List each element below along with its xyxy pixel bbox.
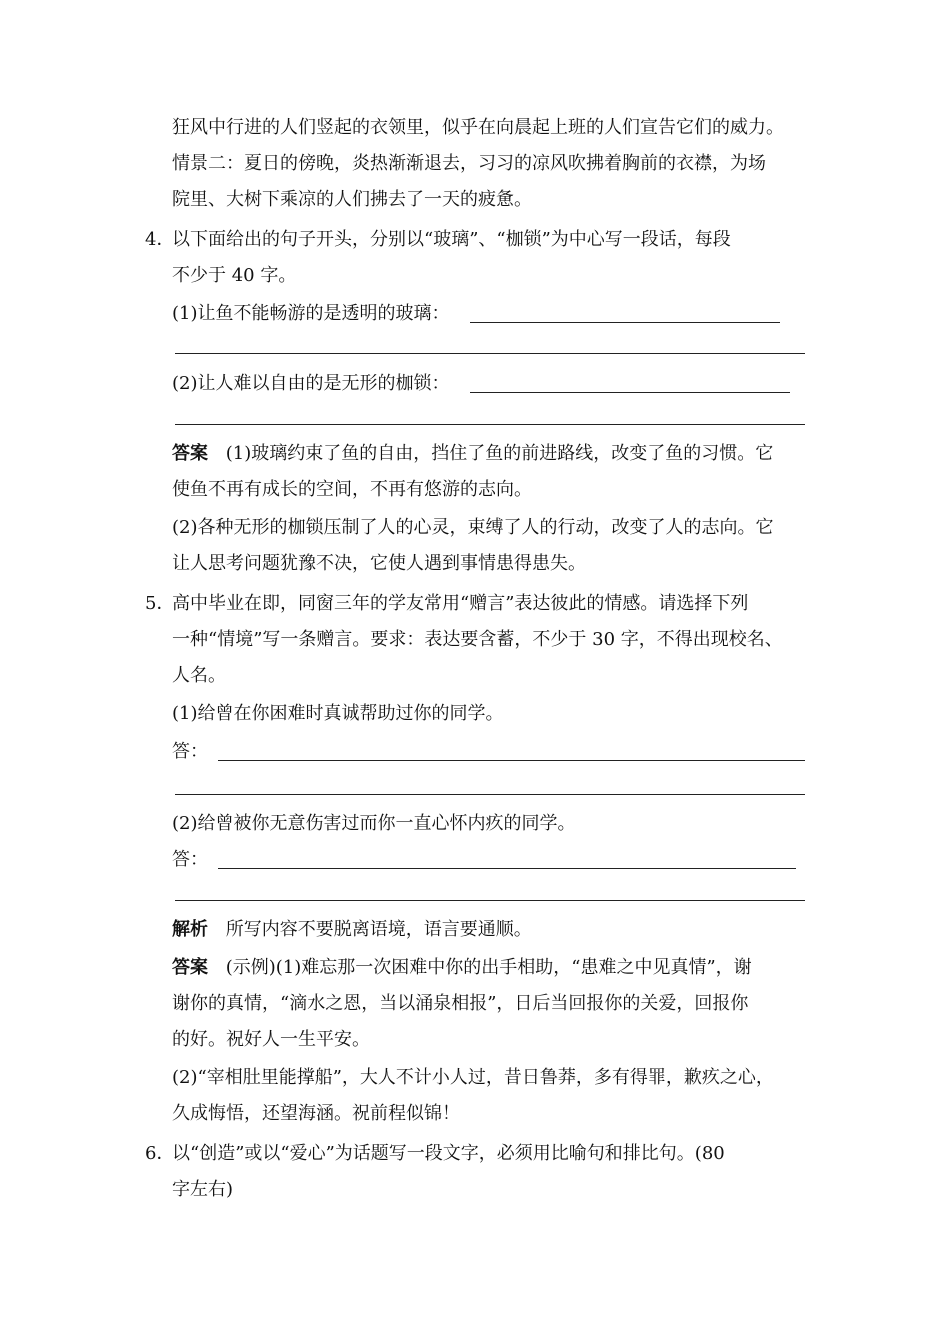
answer-text: 久成悔悟，还望海涵。祝前程似锦！ bbox=[172, 1103, 460, 1124]
answer-text: (2)“宰相肚里能撑船”，大人不计小人过，昔日鲁莽，多有得罪，歉疚之心， bbox=[172, 1067, 774, 1088]
answer-text: 谢你的真情，“滴水之恩，当以涌泉相报”，日后当回报你的关爱，回报你 bbox=[172, 993, 749, 1014]
question-text: 字左右) bbox=[172, 1179, 234, 1200]
answer-prompt: 答： bbox=[172, 849, 208, 870]
question-number: 5． bbox=[145, 593, 175, 614]
question-text: 以“创造”或以“爱心”为话题写一段文字，必须用比喻句和排比句。(80 bbox=[172, 1143, 725, 1164]
passage-line: 情景二：夏日的傍晚，炎热渐渐退去，习习的凉风吹拂着胸前的衣襟，为场 bbox=[172, 153, 766, 174]
passage-line: 狂风中行进的人们竖起的衣领里，似乎在向晨起上班的人们宣告它们的威力。 bbox=[172, 117, 784, 138]
passage-line: 院里、大树下乘凉的人们拂去了一天的疲惫。 bbox=[172, 189, 532, 210]
sub-question-1: (1)让鱼不能畅游的是透明的玻璃： bbox=[172, 303, 450, 324]
answer-blank[interactable] bbox=[175, 900, 805, 901]
answer-line bbox=[172, 956, 752, 980]
analysis-text: 所写内容不要脱离语境，语言要通顺。 bbox=[225, 919, 532, 940]
answer-text: (示例)(1)难忘那一次困难中你的出手相助，“患难之中见真情”，谢 bbox=[225, 957, 752, 978]
answer-text: 让人思考问题犹豫不决，它使人遇到事情患得患失。 bbox=[172, 553, 586, 574]
question-number: 6． bbox=[145, 1143, 175, 1164]
question-text: 一种“情境”写一条赠言。要求：表达要含蓄，不少于 30 字，不得出现校名、 bbox=[172, 629, 783, 650]
sub-question-2: (2)给曾被你无意伤害过而你一直心怀内疚的同学。 bbox=[172, 813, 576, 834]
answer-text: 的好。祝好人一生平安。 bbox=[172, 1029, 370, 1050]
question-number: 4． bbox=[145, 229, 175, 250]
answer-blank[interactable] bbox=[175, 424, 805, 425]
answer-blank[interactable] bbox=[175, 353, 805, 354]
question-text: 人名。 bbox=[172, 665, 226, 686]
answer-blank[interactable] bbox=[218, 760, 805, 761]
answer-blank[interactable] bbox=[175, 794, 805, 795]
answer-blank[interactable] bbox=[470, 392, 790, 393]
answer-label: 答案 bbox=[172, 443, 208, 464]
answer-label: 答案 bbox=[172, 957, 208, 978]
answer-blank[interactable] bbox=[470, 322, 780, 323]
sub-question-1: (1)给曾在你困难时真诚帮助过你的同学。 bbox=[172, 703, 504, 724]
analysis-line bbox=[172, 918, 532, 942]
answer-text: (1)玻璃约束了鱼的自由，挡住了鱼的前进路线，改变了鱼的习惯。它 bbox=[225, 443, 774, 464]
question-text: 不少于 40 字。 bbox=[172, 265, 297, 286]
analysis-label: 解析 bbox=[172, 919, 208, 940]
answer-text: 使鱼不再有成长的空间，不再有悠游的志向。 bbox=[172, 479, 532, 500]
answer-line bbox=[172, 442, 773, 466]
answer-blank[interactable] bbox=[218, 868, 796, 869]
question-text: 高中毕业在即，同窗三年的学友常用“赠言”表达彼此的情感。请选择下列 bbox=[172, 593, 749, 614]
answer-text: (2)各种无形的枷锁压制了人的心灵，束缚了人的行动，改变了人的志向。它 bbox=[172, 517, 774, 538]
sub-question-2: (2)让人难以自由的是无形的枷锁： bbox=[172, 373, 450, 394]
question-text: 以下面给出的句子开头，分别以“玻璃”、“枷锁”为中心写一段话，每段 bbox=[172, 229, 731, 250]
answer-prompt: 答： bbox=[172, 741, 208, 762]
